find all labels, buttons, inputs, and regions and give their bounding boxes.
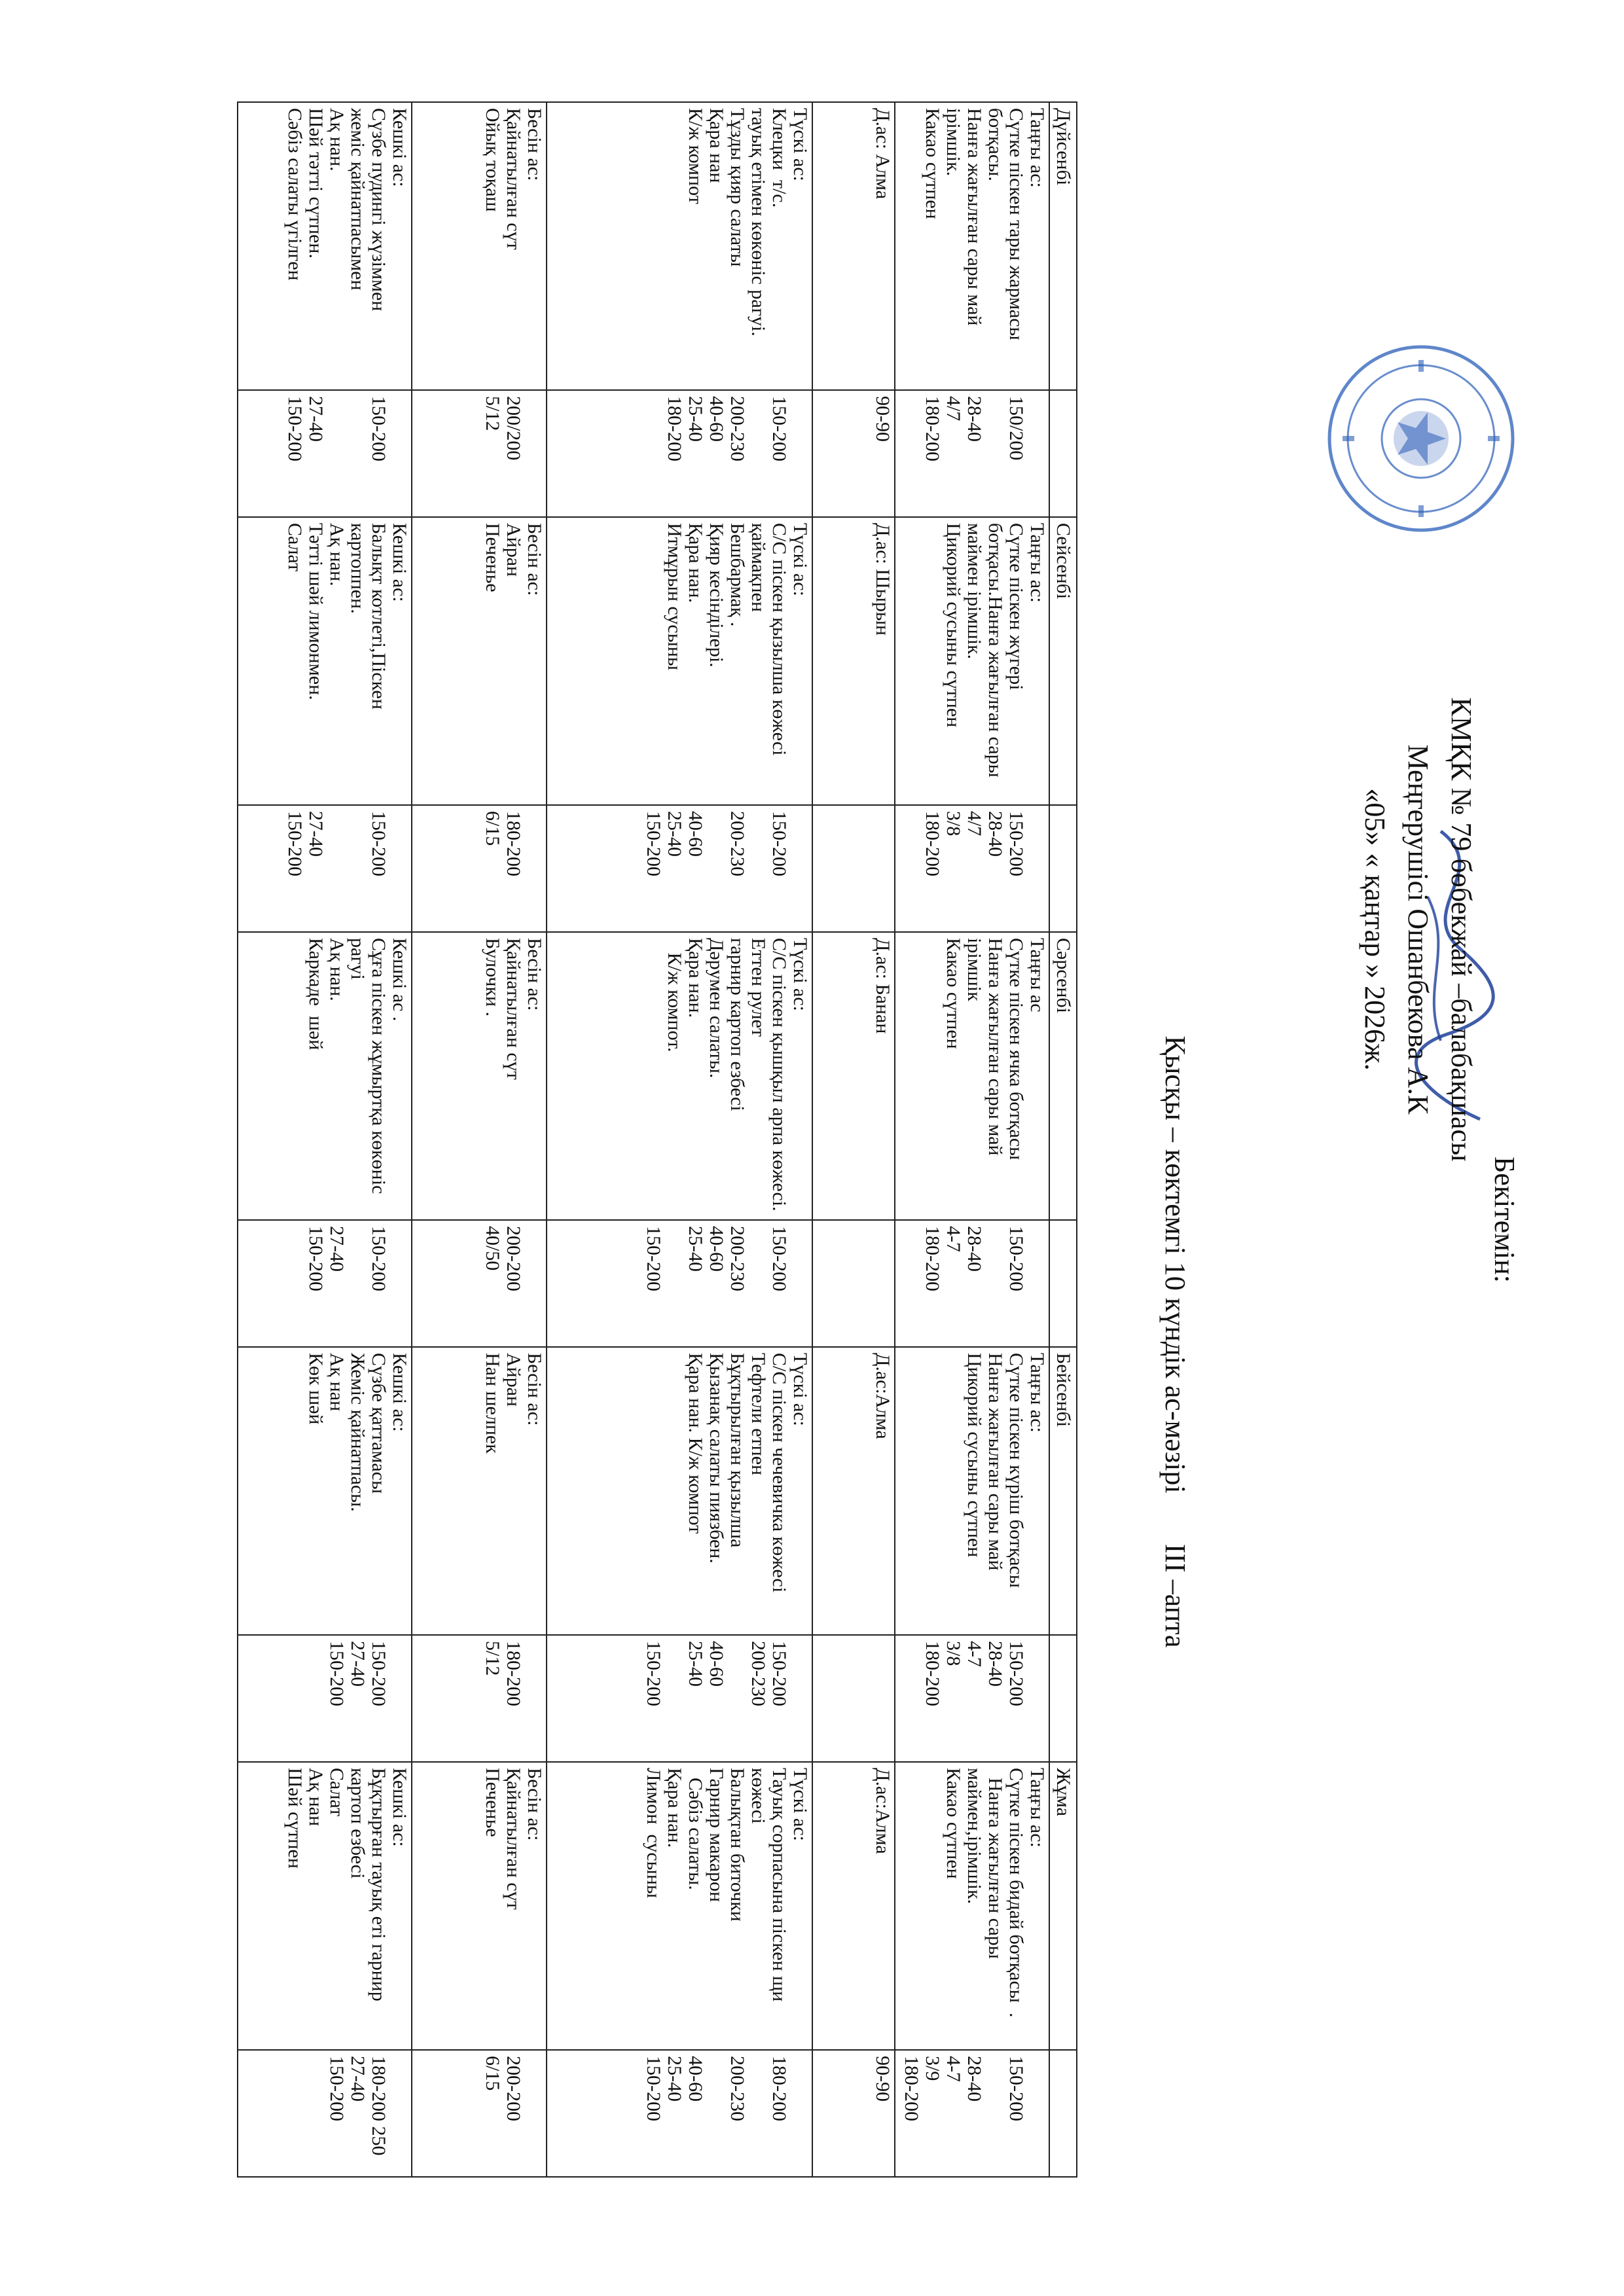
menu-line: Таңғы ас <box>1026 938 1048 1013</box>
menu-line: Түскі ас: <box>789 108 811 182</box>
portion-cell <box>547 1220 812 1347</box>
portion-line <box>727 1641 748 1756</box>
portion-line: 27-40 <box>305 811 327 857</box>
portion-line <box>789 1641 810 1756</box>
portion-line: 200/200 <box>503 396 524 461</box>
portion-line <box>524 396 545 511</box>
menu-cell <box>412 517 547 805</box>
portion-line <box>748 396 768 511</box>
portion-line: 200-230 <box>727 811 748 876</box>
portion-line: 150-200 <box>368 811 389 876</box>
menu-line: Нан шелпек <box>482 1353 503 1454</box>
portion-line: 25-40 <box>685 1641 706 1687</box>
menu-cell <box>238 932 412 1220</box>
portion-line: 150-200 <box>1005 811 1027 876</box>
portion-cell <box>547 1635 812 1762</box>
day-header: Дүйсенбі <box>1049 102 1077 390</box>
portion-cell <box>895 1220 1049 1347</box>
portion-cell <box>412 2050 547 2177</box>
portion-line: 150-200 <box>326 1641 348 1706</box>
portion-line: 25-40 <box>664 2056 685 2102</box>
menu-line: Айран <box>503 523 524 577</box>
portion-line: 27-40 <box>347 2056 369 2102</box>
portion-line: 150-200 <box>768 1226 790 1291</box>
portion-line: 150-200 <box>368 396 389 461</box>
menu-cell <box>547 517 812 805</box>
portion-cell <box>238 805 412 932</box>
day-header: Жұма <box>1049 1762 1077 2050</box>
portion-cell <box>812 1635 895 1762</box>
portion-line: 180-200 <box>503 811 524 876</box>
menu-line: Д.ас: Алма <box>872 108 893 200</box>
portion-line: 150-200 <box>368 1641 389 1706</box>
meal-row-snack <box>812 102 895 2177</box>
round-stamp-icon <box>1323 340 1519 537</box>
menu-line: Ақ нан. <box>326 523 348 586</box>
portion-line: 150-200 <box>368 1226 389 1291</box>
meal-row-dinner <box>238 102 412 2177</box>
menu-line: гарнир картоп езбесі <box>727 938 748 1111</box>
menu-cell <box>547 102 812 390</box>
menu-line: С/С піскен чечевичка көжесі <box>768 1353 790 1593</box>
portion-line: 4-7 <box>943 1226 964 1252</box>
portion-line: 150-200 <box>1005 2056 1027 2121</box>
portion-line: 150-200 <box>768 811 790 876</box>
menu-line: Таңғы ас: <box>1026 1353 1048 1433</box>
menu-line: Ойық тоқаш <box>482 108 503 212</box>
table-header-row <box>1049 102 1077 2177</box>
portion-line: 180-200 <box>503 1641 524 1706</box>
menu-line: Көк шәй <box>305 1353 327 1425</box>
menu-line: Нанға жағылған сары май <box>984 1353 1006 1571</box>
portion-line: 150-200 <box>643 1641 664 1706</box>
menu-line: Сүтке піскен бидай ботқасы . <box>1005 1768 1027 2018</box>
portion-cell <box>895 390 1049 517</box>
menu-line: Кешкі ас: <box>389 523 410 602</box>
portion-cell <box>547 2050 812 2177</box>
menu-table <box>237 101 1077 2178</box>
portion-line <box>706 811 727 926</box>
portion-line: 6/15 <box>482 811 503 846</box>
portion-line: 25-40 <box>685 1226 706 1272</box>
menu-line: Жеміс қайнатпасы. <box>347 1353 369 1512</box>
portion-line: 40-60 <box>706 1641 727 1687</box>
portion-line: 4-7 <box>943 2056 964 2082</box>
portion-line <box>326 396 347 511</box>
menu-line: Какао сүтпен <box>922 108 943 219</box>
portion-cell <box>412 390 547 517</box>
portion-line <box>524 1226 545 1341</box>
menu-line: Сәбіз салаты. <box>685 1768 706 1890</box>
portion-cell <box>812 2050 895 2177</box>
menu-cell <box>895 932 1049 1220</box>
portion-line <box>984 1226 1005 1341</box>
portion-line <box>389 1226 410 1341</box>
menu-line: Қара нан. <box>664 1768 685 1848</box>
menu-line: Тауық сорпасына піскен щи көжесі <box>748 1768 790 2007</box>
menu-line: Кешкі ас . <box>389 938 410 1022</box>
menu-line: Кешкі ас: <box>389 1768 410 1847</box>
menu-line: Қара нан <box>706 108 727 183</box>
menu-line: тауық етімен көкөніс рагуі. <box>748 108 769 336</box>
menu-line: Балықтан биточки <box>727 1768 748 1922</box>
day-header: Сейсенбі <box>1049 517 1077 805</box>
menu-line: Сүтке піскен жүгері ботқасы.Нанға жағылған сары маймен ірімшік. <box>964 523 1027 783</box>
portion-line: 150-200 <box>284 396 306 461</box>
portion-cell <box>238 2050 412 2177</box>
portion-line: 150-200 <box>284 811 306 876</box>
portion-header <box>1049 1635 1077 1762</box>
portion-line: 5/12 <box>482 396 503 431</box>
menu-cell <box>238 1347 412 1635</box>
portion-line: 28-40 <box>964 1226 985 1272</box>
portion-line <box>389 811 410 926</box>
menu-line: Қара нан. <box>685 523 706 603</box>
menu-line: Таңғы ас: <box>1026 523 1048 603</box>
menu-cell <box>547 1762 812 2050</box>
portion-line: 180-200 <box>922 1226 943 1291</box>
portion-cell <box>547 805 812 932</box>
menu-line: Түскі ас: <box>789 523 811 597</box>
menu-line: Цикорий сусыны сүтпен <box>943 523 964 728</box>
organization-name: КМҚК № 79 бөбекжай –балабақшасы <box>1445 697 1477 1162</box>
portion-line: 180-200 <box>922 396 943 461</box>
menu-line: Айран <box>503 1353 524 1407</box>
menu-line: Какао сүтпен <box>943 938 964 1049</box>
menu-line: К/ж компот <box>685 108 706 204</box>
portion-line <box>1026 1641 1047 1756</box>
portion-line: 180-200 <box>922 1641 943 1706</box>
meal-row-lunch <box>547 102 812 2177</box>
menu-line: Қияр кесінділері. <box>706 523 727 668</box>
menu-line: Дәрумен салаты. <box>706 938 727 1079</box>
menu-line: Бешбармақ . <box>727 523 748 627</box>
portion-line <box>389 396 410 511</box>
menu-line: Бұқтырған тауық еті гарнир картоп езбесі <box>347 1768 389 2007</box>
menu-line: Д.ас:Алма <box>872 1768 893 1854</box>
portion-line <box>789 2056 810 2171</box>
menu-line: Д.ас: Шырын <box>872 523 893 636</box>
menu-line: жеміс қайнатпасымен <box>347 108 369 291</box>
meal-row-afternoon <box>412 102 547 2177</box>
portion-line: 40-60 <box>706 1226 727 1272</box>
document-title: Қысқы – көктемгі 10 күндік ас-мәзірі III –апта <box>1159 1035 1191 1648</box>
portion-cell <box>895 2050 1049 2177</box>
menu-cell <box>895 1347 1049 1635</box>
portion-line: 150/200 <box>1005 396 1027 461</box>
portion-line: 3/8 <box>943 1641 964 1666</box>
director-name: Меңгерушісі Ошанбекова А.К <box>1402 744 1434 1115</box>
portion-line: 28-40 <box>984 811 1006 857</box>
portion-line <box>706 2056 727 2171</box>
portion-line <box>326 811 347 926</box>
menu-line: Балықт котлеті,Піскен картоппен. <box>347 523 389 715</box>
menu-line: Сүзбе қаттамасы <box>368 1353 389 1494</box>
menu-cell <box>812 932 895 1220</box>
portion-line: 180-200 <box>901 2056 922 2121</box>
menu-line: Бесін ас: <box>524 523 545 596</box>
menu-line: Нанға жағылған сары май ірімшік <box>964 938 1006 1161</box>
portion-line: 40-60 <box>685 811 706 857</box>
portion-cell <box>812 805 895 932</box>
portion-line <box>1026 2056 1047 2171</box>
portion-cell <box>238 390 412 517</box>
portion-line: 200-230 <box>727 396 748 461</box>
portion-line: 28-40 <box>964 396 985 442</box>
menu-line: Сүтке піскен күріш ботқасы <box>1005 1353 1027 1588</box>
menu-line: Ақ нан <box>326 1353 348 1412</box>
portion-line: 4/7 <box>964 811 985 836</box>
portion-cell <box>412 1220 547 1347</box>
portion-line <box>347 1226 368 1341</box>
menu-line: Сүзбе пудингі жүзіммен <box>368 108 389 312</box>
portion-line: 40/50 <box>482 1226 503 1271</box>
portion-cell <box>412 805 547 932</box>
portion-line <box>872 1641 893 1756</box>
menu-line: Какао сүтпен <box>943 1768 964 1879</box>
portion-cell <box>895 805 1049 932</box>
menu-line: Кешкі ас: <box>389 108 410 187</box>
menu-line: Кешкі ас: <box>389 1353 410 1432</box>
menu-line: Д.ас:Алма <box>872 1353 893 1439</box>
portion-line: 150-200 <box>1005 1226 1027 1291</box>
portion-header <box>1049 2050 1077 2177</box>
portion-line <box>748 1226 768 1341</box>
menu-line: Бесін ас: <box>524 938 545 1011</box>
portion-line: 150-200 <box>1005 1641 1027 1706</box>
menu-line: Қайнатылған сүт <box>503 938 524 1080</box>
portion-line: 28-40 <box>984 1641 1006 1687</box>
day-header: Сәрсенбі <box>1049 932 1077 1220</box>
menu-cell <box>812 1347 895 1635</box>
menu-line: Шәй тәтті сүтпен. <box>305 108 327 259</box>
portion-cell <box>812 1220 895 1347</box>
portion-line: 200-200 <box>503 1226 524 1291</box>
menu-line: Қара нан. К/ж компот <box>685 1353 706 1534</box>
portion-line: 6/15 <box>482 2056 503 2091</box>
portion-line: 3/9 <box>922 2056 943 2081</box>
menu-line: Ақ нан. <box>326 108 348 171</box>
menu-line: Тұзды қияр салаты <box>727 108 748 267</box>
portion-line: 200-230 <box>748 1641 769 1706</box>
portion-line: 28-40 <box>964 2056 985 2102</box>
menu-line: Сүтке піскен ячка ботқасы <box>1005 938 1027 1160</box>
menu-line: Нанға жағылған сары маймен,ірімшік. <box>964 1768 1006 1964</box>
menu-line: С/С піскен қызылша көжесі қаймақпен <box>748 523 790 761</box>
menu-cell <box>412 1347 547 1635</box>
menu-line: Еттен рулет <box>748 938 769 1037</box>
menu-cell <box>812 1762 895 2050</box>
menu-line: Тәтті шәй лимонмен. <box>305 523 327 700</box>
portion-line: 200-230 <box>727 2056 748 2121</box>
portion-header <box>1049 1220 1077 1347</box>
menu-line: Қара нан. <box>685 938 706 1018</box>
menu-line: Лимон сусыны <box>643 1768 664 1899</box>
menu-line: Бесін ас: <box>524 1353 545 1426</box>
menu-line: Таңғы ас: <box>1026 108 1048 188</box>
portion-line: 180-200 <box>768 2056 790 2121</box>
menu-cell <box>812 102 895 390</box>
portion-line: 27-40 <box>347 1641 369 1687</box>
portion-header <box>1049 390 1077 517</box>
menu-line: Каркаде шәй <box>305 938 327 1050</box>
menu-line: Печенье <box>482 1768 503 1837</box>
menu-cell <box>238 1762 412 2050</box>
portion-line: 150-200 <box>643 2056 664 2121</box>
portion-cell <box>238 1635 412 1762</box>
portion-line <box>347 811 368 926</box>
menu-line: Ақ нан <box>305 1768 327 1827</box>
menu-line: Салат <box>326 1768 348 1817</box>
menu-line: Тефтели етпен <box>748 1353 769 1476</box>
menu-line: Д.ас: Банан <box>872 938 893 1034</box>
menu-line: Гарнир макарон <box>706 1768 727 1903</box>
portion-line <box>1026 1226 1047 1341</box>
portion-line: 180-200 250 <box>368 2056 389 2156</box>
portion-line <box>664 1641 685 1756</box>
menu-cell <box>812 517 895 805</box>
portion-line: 150-200 <box>326 2056 348 2121</box>
portion-line <box>789 1226 810 1341</box>
portion-line: 150-200 <box>768 1641 790 1706</box>
menu-cell <box>412 932 547 1220</box>
menu-line: Бесін ас: <box>524 1768 545 1841</box>
menu-cell <box>895 1762 1049 2050</box>
portion-line: 27-40 <box>305 396 327 442</box>
menu-line: Таңғы ас: <box>1026 1768 1048 1848</box>
portion-line <box>524 811 545 926</box>
portion-line <box>1026 396 1047 511</box>
portion-line <box>789 396 810 511</box>
portion-line <box>984 2056 1005 2171</box>
portion-line: 4/7 <box>943 396 964 422</box>
portion-line: 180-200 <box>922 811 943 876</box>
menu-line: Түскі ас: <box>789 1768 811 1842</box>
portion-line <box>748 2056 768 2171</box>
portion-line <box>389 2056 410 2171</box>
menu-line: Түскі ас: <box>789 938 811 1012</box>
menu-line: Сәбіз салаты үгілген <box>284 108 306 281</box>
menu-line: Нанға жағылған сары май ірімшік. <box>943 108 985 331</box>
portion-cell <box>547 390 812 517</box>
portion-line: 90-90 <box>872 2056 893 2102</box>
portion-cell <box>895 1635 1049 1762</box>
portion-line <box>748 811 768 926</box>
portion-line: 27-40 <box>326 1226 348 1272</box>
portion-line: 5/12 <box>482 1641 503 1676</box>
portion-line: 3/8 <box>943 811 964 836</box>
menu-line: Булочки . <box>482 938 503 1017</box>
portion-line <box>872 811 893 926</box>
portion-line: 40-60 <box>706 396 727 442</box>
menu-line: К/ж компот. <box>664 938 685 1052</box>
portion-line: 150-200 <box>768 396 790 461</box>
portion-line <box>872 1226 893 1341</box>
portion-line <box>664 1226 685 1341</box>
portion-line: 150-200 <box>643 1226 664 1291</box>
menu-line: Түскі ас: <box>789 1353 811 1427</box>
menu-line: Бұқтырылған қызылша <box>727 1353 748 1548</box>
menu-line: Итмұрын сусыны <box>664 523 685 671</box>
meal-row-breakfast <box>895 102 1049 2177</box>
portion-line: 40-60 <box>685 2056 706 2102</box>
portion-header <box>1049 805 1077 932</box>
portion-line: 25-40 <box>664 811 685 857</box>
approval-date: «05» « қаңтар » 2026ж. <box>1359 788 1391 1071</box>
approval-block <box>1353 576 1526 1283</box>
menu-line: Сүтке піскен тары жармасы ботқасы. <box>984 108 1027 346</box>
menu-line: Печенье <box>482 523 503 592</box>
menu-line: Салат <box>284 523 306 572</box>
portion-line <box>1026 811 1047 926</box>
menu-cell <box>547 1347 812 1635</box>
portion-line: 200-200 <box>503 2056 524 2121</box>
menu-cell <box>412 102 547 390</box>
approve-label: Бекітемін: <box>1489 1157 1521 1283</box>
portion-line: 150-200 <box>305 1226 327 1291</box>
portion-line <box>984 396 1005 511</box>
menu-cell <box>238 517 412 805</box>
portion-line: 200-230 <box>727 1226 748 1291</box>
portion-line <box>789 811 810 926</box>
menu-cell <box>895 517 1049 805</box>
portion-cell <box>812 390 895 517</box>
portion-line <box>524 1641 545 1756</box>
portion-cell <box>412 1635 547 1762</box>
menu-line: Цикорий сусыны сүтпен <box>964 1353 985 1558</box>
menu-table-body <box>238 102 1049 2177</box>
menu-cell <box>895 102 1049 390</box>
menu-line: Сұға піскен жұмыртқа көкөніс рагуі <box>347 938 389 1199</box>
portion-cell <box>238 1220 412 1347</box>
menu-line: Қызанақ салаты пиязбен. <box>706 1353 727 1564</box>
menu-line: Қайнатылған сүт <box>503 108 524 250</box>
menu-line: Бесін ас: <box>524 108 545 181</box>
portion-line <box>347 396 368 511</box>
day-header: Бейсенбі <box>1049 1347 1077 1635</box>
portion-line: 4-7 <box>964 1641 985 1667</box>
portion-line <box>524 2056 545 2171</box>
menu-line: Клецки т/с. <box>768 108 790 208</box>
portion-line: 150-200 <box>643 811 664 876</box>
portion-line: 90-90 <box>872 396 893 442</box>
menu-line: Қайнатылған сүт <box>503 1768 524 1910</box>
menu-cell <box>547 932 812 1220</box>
menu-line: Шәй сүтпен <box>284 1768 306 1869</box>
menu-cell <box>412 1762 547 2050</box>
menu-line: Ақ нан. <box>326 938 348 1001</box>
menu-line: С/С піскен қышқыл арпа көжесі. <box>768 938 790 1211</box>
portion-line: 180-200 <box>664 396 685 461</box>
portion-line <box>389 1641 410 1756</box>
portion-line: 25-40 <box>685 396 706 442</box>
menu-cell <box>238 102 412 390</box>
